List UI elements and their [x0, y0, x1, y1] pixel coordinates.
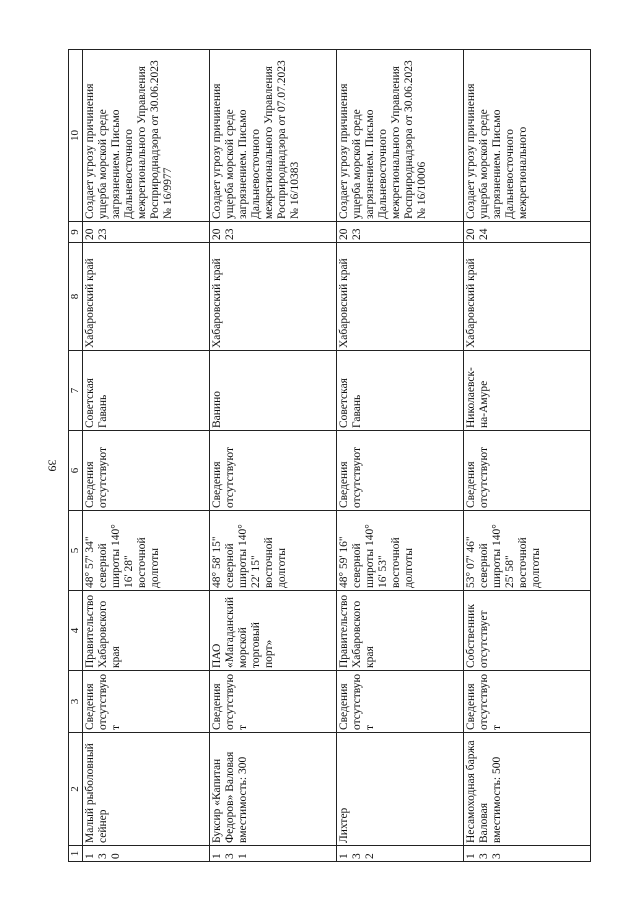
- row-number: 131: [210, 846, 337, 862]
- table-row: [337, 50, 464, 862]
- locality-cell: Николаевск-на-Амуре: [464, 351, 591, 431]
- col3-cell: Сведения отсутствуют: [83, 671, 210, 733]
- header-cell: 10: [69, 50, 83, 222]
- row-number: 133: [464, 846, 591, 862]
- row-number: 130: [83, 846, 210, 862]
- col6-cell: Сведения отсутствуют: [337, 431, 464, 511]
- table-row: [210, 50, 337, 862]
- header-cell: 9: [69, 222, 83, 243]
- owner-cell: ПАО «Магаданский морской торговый порт»: [210, 591, 337, 671]
- header-cell: 7: [69, 351, 83, 431]
- coordinates-cell: 48° 59' 16" северной широты 140° 16' 53" восточной долготы: [337, 511, 464, 591]
- year-cell: 2023: [337, 222, 464, 243]
- header-cell: 6: [69, 431, 83, 511]
- coordinates-cell: 48° 57' 34" северной широты 140° 16' 28" восточной долготы: [83, 511, 210, 591]
- year-cell: 2023: [210, 222, 337, 243]
- col6-cell: Сведения отсутствуют: [83, 431, 210, 511]
- vessel-name: Малый рыболовный сейнер: [83, 733, 210, 846]
- col3-cell: Сведения отсутствуют: [464, 671, 591, 733]
- region-cell: Хабаровский край: [83, 243, 210, 351]
- col3-cell: Сведения отсутствуют: [210, 671, 337, 733]
- col3-cell: Сведения отсутствуют: [337, 671, 464, 733]
- vessel-name: Лихтер: [337, 733, 464, 846]
- rotated-table-container: [68, 50, 598, 862]
- note-cell: Создает угрозу причинения ущерба морской среде загрязнением. Письмо Дальневосточного межрегионального Управления Росприроднадзора от 07.07.2023 № 16/10383: [210, 50, 337, 222]
- owner-cell: Правительство Хабаровского края: [337, 591, 464, 671]
- header-cell: 3: [69, 671, 83, 733]
- note-cell: Создает угрозу причинения ущерба морской среде загрязнением. Письмо Дальневосточного межрегионального: [464, 50, 591, 222]
- col6-cell: Сведения отсутствуют: [210, 431, 337, 511]
- owner-cell: Правительство Хабаровского края: [83, 591, 210, 671]
- page-number: 39: [45, 459, 60, 472]
- locality-cell: Ванино: [210, 351, 337, 431]
- col6-cell: Сведения отсутствуют: [464, 431, 591, 511]
- table-row: [83, 50, 210, 862]
- owner-cell: Собственник отсутствует: [464, 591, 591, 671]
- header-cell: 5: [69, 511, 83, 591]
- header-cell: 8: [69, 243, 83, 351]
- objects-table: [68, 49, 591, 862]
- table-row: [464, 50, 591, 862]
- locality-cell: Советская Гавань: [83, 351, 210, 431]
- row-number: 132: [337, 846, 464, 862]
- coordinates-cell: 48° 58' 15" северной широты 140° 22' 15" восточной долготы: [210, 511, 337, 591]
- header-cell: 4: [69, 591, 83, 671]
- header-cell: 1: [69, 846, 83, 862]
- vessel-name: Несамоходная баржа Валовая вместимость: 500: [464, 733, 591, 846]
- region-cell: Хабаровский край: [464, 243, 591, 351]
- region-cell: Хабаровский край: [210, 243, 337, 351]
- header-cell: 2: [69, 733, 83, 846]
- year-cell: 2024: [464, 222, 591, 243]
- vessel-name: Буксир «Капитан Федоров» Валовая вместимость: 300: [210, 733, 337, 846]
- header-row: [69, 50, 83, 862]
- region-cell: Хабаровский край: [337, 243, 464, 351]
- note-cell: Создает угрозу причинения ущерба морской среде загрязнением. Письмо Дальневосточного межрегионального Управления Росприроднадзора от 30.06.2023 № 16/10006: [337, 50, 464, 222]
- locality-cell: Советская Гавань: [337, 351, 464, 431]
- year-cell: 2023: [83, 222, 210, 243]
- coordinates-cell: 53° 07' 46" северной широты 140° 25' 58" восточной долготы: [464, 511, 591, 591]
- note-cell: Создает угрозу причинения ущерба морской среде загрязнением. Письмо Дальневосточного межрегионального Управления Росприроднадзора от 30.06.2023 № 16/9977: [83, 50, 210, 222]
